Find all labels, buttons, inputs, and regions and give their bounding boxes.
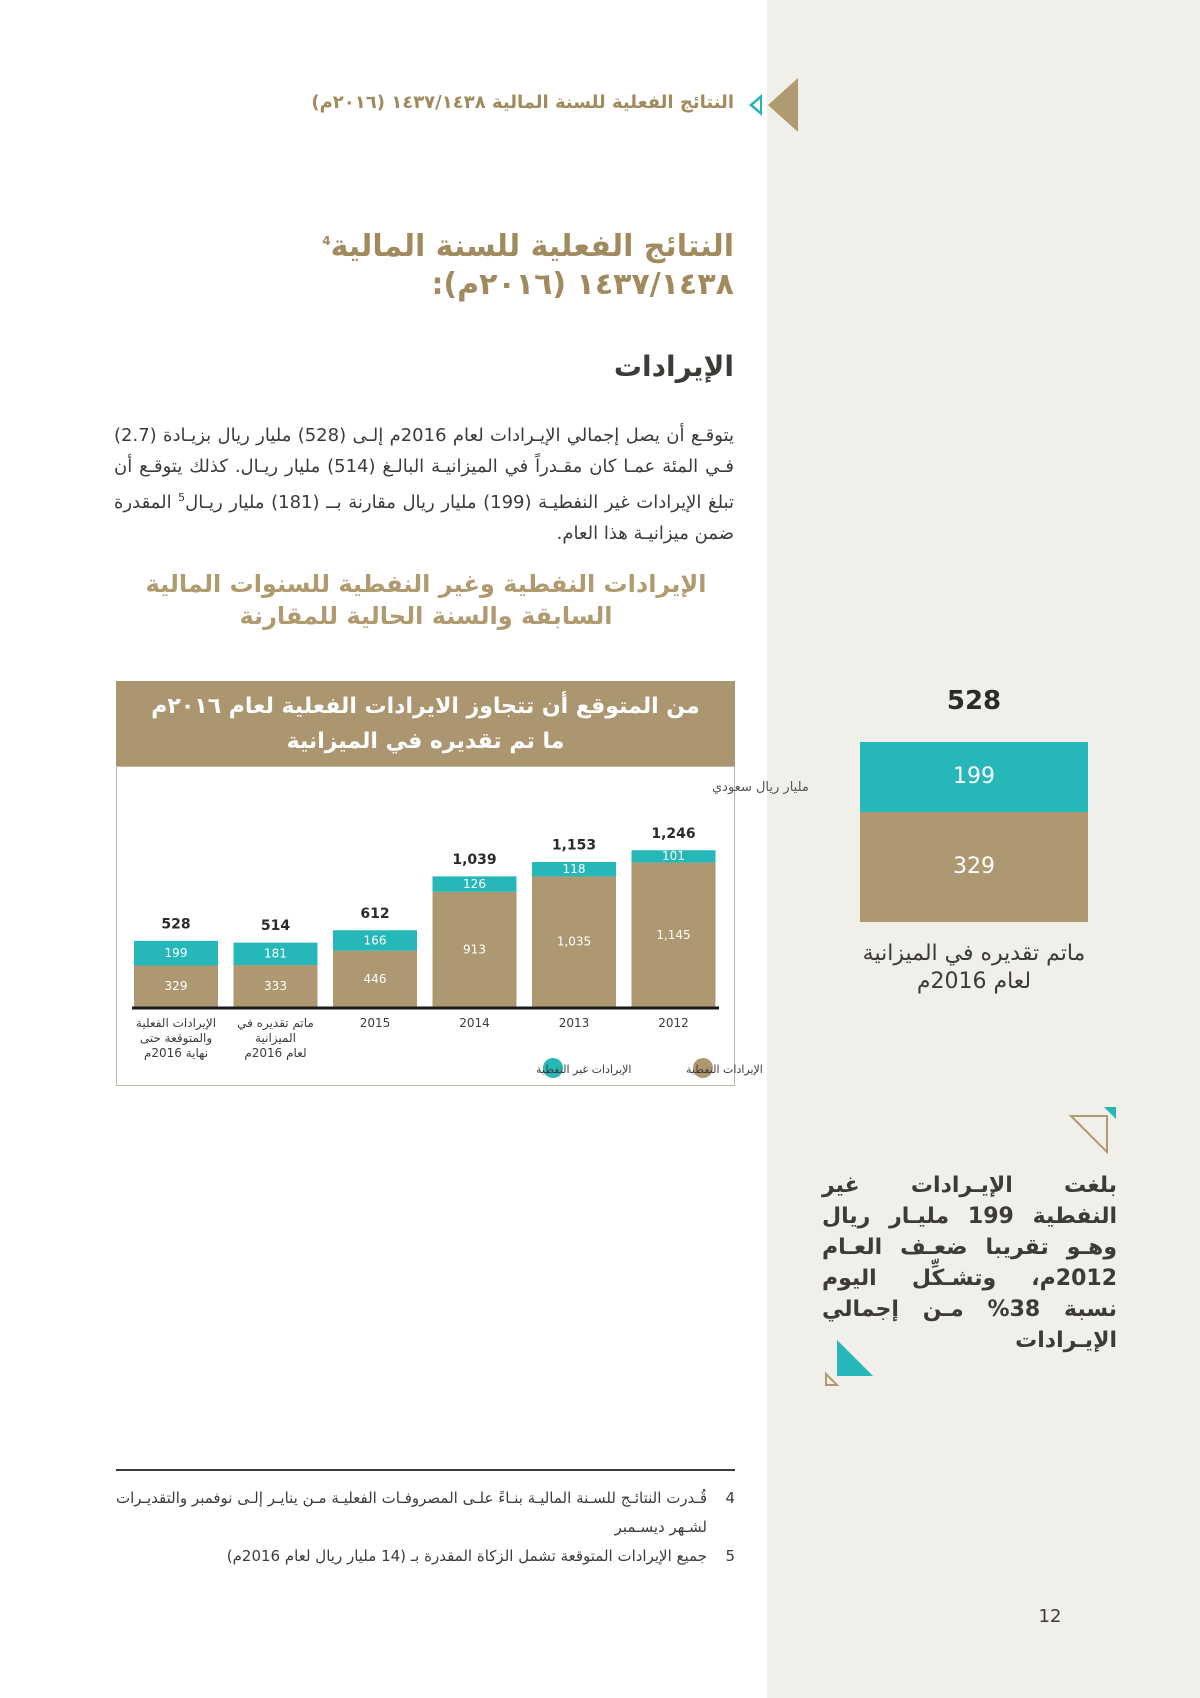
header-triangle-icon xyxy=(768,78,798,132)
page-title-line2: ١٤٣٧/١٤٣٨ (٢٠١٦م): xyxy=(431,267,734,302)
chart-title-line1: الإيرادات النفطية وغير النفطية للسنوات المالية xyxy=(145,570,707,598)
x-tick-label: 2015 xyxy=(359,1016,391,1030)
footnotes xyxy=(116,1484,735,1571)
bar-oil-label: 333 xyxy=(264,978,287,993)
title-footnote-ref: 4 xyxy=(322,234,331,248)
footnote xyxy=(116,1484,735,1542)
corner-triangle-icon xyxy=(1068,1105,1118,1155)
body-footnote-ref: 5 xyxy=(178,491,186,504)
pull-quote: بلغت الإيـرادات غير النفطية 199 مليـار ريال وهـو تقريبا ضعـف العـام 2012م، وتشـكِّل اليوم نسبة 38% مـن إجمالي الإيـرادات xyxy=(822,1173,1118,1353)
x-tick-label: 2014 xyxy=(459,1016,490,1030)
bar-non-oil-label: 126 xyxy=(463,876,486,891)
section-heading: الإيرادات xyxy=(613,350,734,383)
footnote xyxy=(116,1542,735,1571)
x-tick-label: والمتوقعة حتى xyxy=(139,1031,213,1045)
bar-total-label: 612 xyxy=(360,905,390,922)
footnote-number: 5 xyxy=(725,1547,735,1565)
page-number: 12 xyxy=(1038,1606,1062,1627)
x-tick-label: ماتم تقديره في xyxy=(237,1016,314,1030)
x-tick-label: 2013 xyxy=(558,1016,590,1030)
footnote-divider xyxy=(116,1469,735,1471)
banner-line1: من المتوقع أن تتجاوز الايرادات الفعلية لعام ٢٠١٦م xyxy=(151,694,700,719)
page-title xyxy=(214,222,734,304)
bar-total-label: 1,039 xyxy=(452,851,497,868)
bar-oil-label: 329 xyxy=(164,979,188,994)
body-part2: المقدرة ضمن ميزانيـة هذا العام. xyxy=(114,492,734,544)
bar-oil-label: 1,035 xyxy=(556,934,592,949)
bar-total-label: 1,153 xyxy=(551,837,597,854)
chart-banner xyxy=(116,681,735,766)
bar-oil-label: 1,145 xyxy=(656,927,691,942)
side-total: 528 xyxy=(946,686,1002,716)
side-bar-oil: 329 xyxy=(860,812,1088,922)
side-bar-non-oil: 199 xyxy=(860,742,1088,812)
page-title-line1: النتائج الفعلية للسنة المالية xyxy=(330,229,734,264)
bar-non-oil-label: 181 xyxy=(264,946,287,961)
legend-oil-label: الإيرادات النفطية xyxy=(686,1063,763,1076)
x-tick-label: الميزانية xyxy=(255,1031,296,1045)
x-tick-label: 2012 xyxy=(658,1016,689,1030)
footnote-text: جميع الإيرادات المتوقعة تشمل الزكاة المقدرة بـ (14 مليار ريال لعام 2016م) xyxy=(226,1547,707,1565)
running-header: النتائج الفعلية للسنة المالية ١٤٣٧/١٤٣٨ (٢٠١٦م) xyxy=(311,92,734,113)
bar-chart xyxy=(116,766,809,1086)
bar-oil-label: 913 xyxy=(463,942,486,957)
bar-chart-svg xyxy=(117,767,809,1085)
body-paragraph xyxy=(114,420,734,549)
body-part1: يتوقـع أن يصل إجمالي الإيـرادات لعام 2016م إلـى (528) مليار ريال بزيـادة (2.7) فـي المئة عمـا كان مقـدراً في الميزانيـة البالـغ (514) مليار ريـال. كذلك يتوقـع أن تبلغ الإيرادات غير النفطيـة (199) مليار ريال مقارنة بــ (181) مليار ريـال xyxy=(114,425,735,513)
bar-non-oil-label: 118 xyxy=(562,861,586,876)
bar-oil-label: 446 xyxy=(363,971,387,986)
legend-non-oil-label: الإيرادات غير النفطية xyxy=(536,1063,632,1076)
bar-total-label: 514 xyxy=(260,918,291,935)
bar-non-oil-label: 199 xyxy=(164,945,188,960)
footnote-text: قُـدرت النتائـج للسـنة الماليـة بنـاءً علـى المصروفـات الفعليـة مـن ينايـر إلـى نوفمبر والتقديـرات لشـهر ديسـمبر xyxy=(116,1489,707,1536)
bar-non-oil-label: 101 xyxy=(662,849,685,864)
x-tick-label: الإيرادات الفعلية xyxy=(135,1016,217,1030)
banner-line2: ما تم تقديره في الميزانية xyxy=(286,729,565,754)
bar-total-label: 1,246 xyxy=(651,825,696,842)
footnote-number: 4 xyxy=(725,1489,735,1507)
header-arrow-icon xyxy=(749,94,762,116)
chart-unit-label: مليار ريال سعودي xyxy=(712,780,809,795)
chart-title xyxy=(116,568,736,632)
x-tick-label: لعام 2016م xyxy=(244,1046,307,1060)
chart-title-line2: السابقة والسنة الحالية للمقارنة xyxy=(239,602,613,630)
bar-non-oil-label: 166 xyxy=(363,933,387,948)
side-caption: ماتم تقديره في الميزانية لعام 2016م xyxy=(862,941,1086,994)
x-tick-label: نهاية 2016م xyxy=(143,1046,209,1060)
bar-total-label: 528 xyxy=(161,916,191,933)
